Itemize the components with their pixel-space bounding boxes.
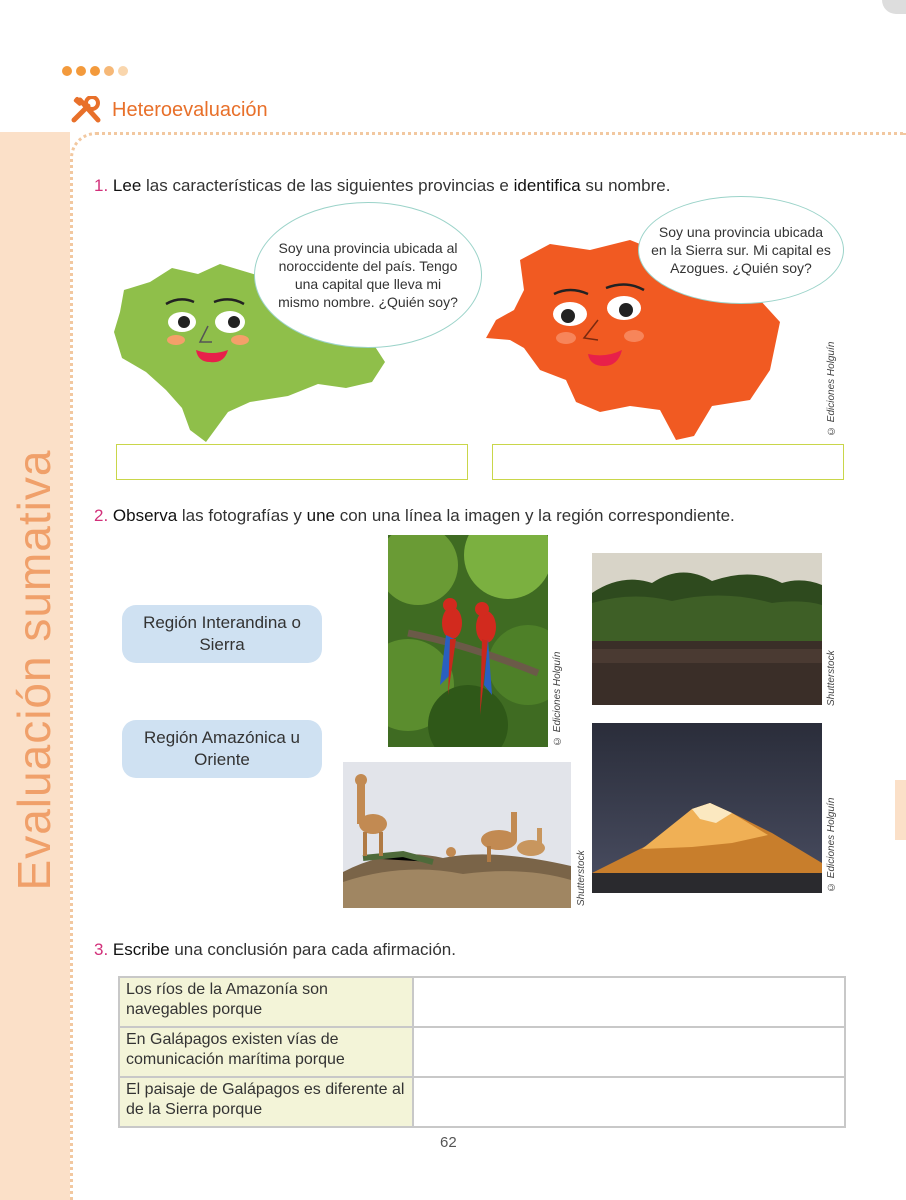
answer-cell[interactable]	[413, 977, 845, 1027]
statement-cell: El paisaje de Galápagos es diferente al de la Sierra porque	[119, 1077, 413, 1127]
image-credit: Shutterstock	[826, 650, 837, 706]
dot-3	[90, 66, 100, 76]
section-header	[70, 96, 268, 124]
table-row	[119, 1077, 845, 1127]
instruction-verb: Observa	[112, 506, 178, 525]
tools-icon	[70, 96, 104, 124]
question-number: 1.	[94, 176, 109, 195]
image-credit: © Ediciones Holguín	[826, 797, 837, 892]
image-credit: Shutterstock	[576, 850, 587, 906]
statement-cell: En Galápagos existen vías de comunicación marítima porque	[119, 1027, 413, 1077]
region-sierra[interactable]: Región Interandina o Sierra	[122, 605, 322, 663]
instruction-text: las características de las siguientes provincias e	[141, 176, 514, 195]
question-3	[94, 940, 456, 960]
volcano-photo[interactable]	[592, 723, 822, 893]
question-2	[94, 506, 735, 526]
speech-bubble-right: Soy una provincia ubicada en la Sierra sur. Mi capital es Azogues. ¿Quién soy?	[638, 196, 844, 304]
dot-4	[104, 66, 114, 76]
region-amazonica[interactable]: Región Amazónica u Oriente	[122, 720, 322, 778]
dot-1	[62, 66, 72, 76]
instruction-text: las fotografías y	[177, 506, 307, 525]
page-corner	[882, 0, 906, 14]
table-row	[119, 1027, 845, 1077]
instruction-verb: Escribe	[112, 940, 170, 959]
header-dots	[62, 66, 128, 76]
side-tab	[895, 780, 906, 840]
instruction-verb: identifica	[513, 176, 581, 195]
answer-box-right[interactable]	[492, 444, 844, 480]
instruction-verb: une	[306, 506, 335, 525]
question-number: 2.	[94, 506, 109, 525]
instruction-text: su nombre.	[580, 176, 671, 195]
instruction-text: con una línea la imagen y la región correspondiente.	[335, 506, 735, 525]
dot-5	[118, 66, 128, 76]
image-credit: © Ediciones Holguín	[826, 341, 837, 436]
conclusion-table	[118, 976, 846, 1128]
instruction-text: una conclusión para cada afirmación.	[169, 940, 456, 959]
speech-bubble-left: Soy una provincia ubicada al noroccidente del país. Tengo una capital que lleva mi mismo nombre. ¿Quién soy?	[254, 202, 482, 348]
dot-2	[76, 66, 86, 76]
macaws-photo[interactable]	[388, 535, 548, 747]
page-number: 62	[440, 1134, 457, 1151]
answer-cell[interactable]	[413, 1027, 845, 1077]
question-1	[94, 176, 670, 196]
section-title: Heteroevaluación	[112, 98, 268, 121]
table-row	[119, 977, 845, 1027]
vertical-title: Evaluación sumativa	[8, 449, 60, 891]
instruction-verb: Lee	[112, 176, 142, 195]
image-credit: © Ediciones Holguín	[552, 651, 563, 746]
vicunas-photo[interactable]	[343, 762, 571, 908]
amazon-river-photo[interactable]	[592, 553, 822, 705]
answer-cell[interactable]	[413, 1077, 845, 1127]
answer-box-left[interactable]	[116, 444, 468, 480]
question-number: 3.	[94, 940, 109, 959]
statement-cell: Los ríos de la Amazonía son navegables porque	[119, 977, 413, 1027]
